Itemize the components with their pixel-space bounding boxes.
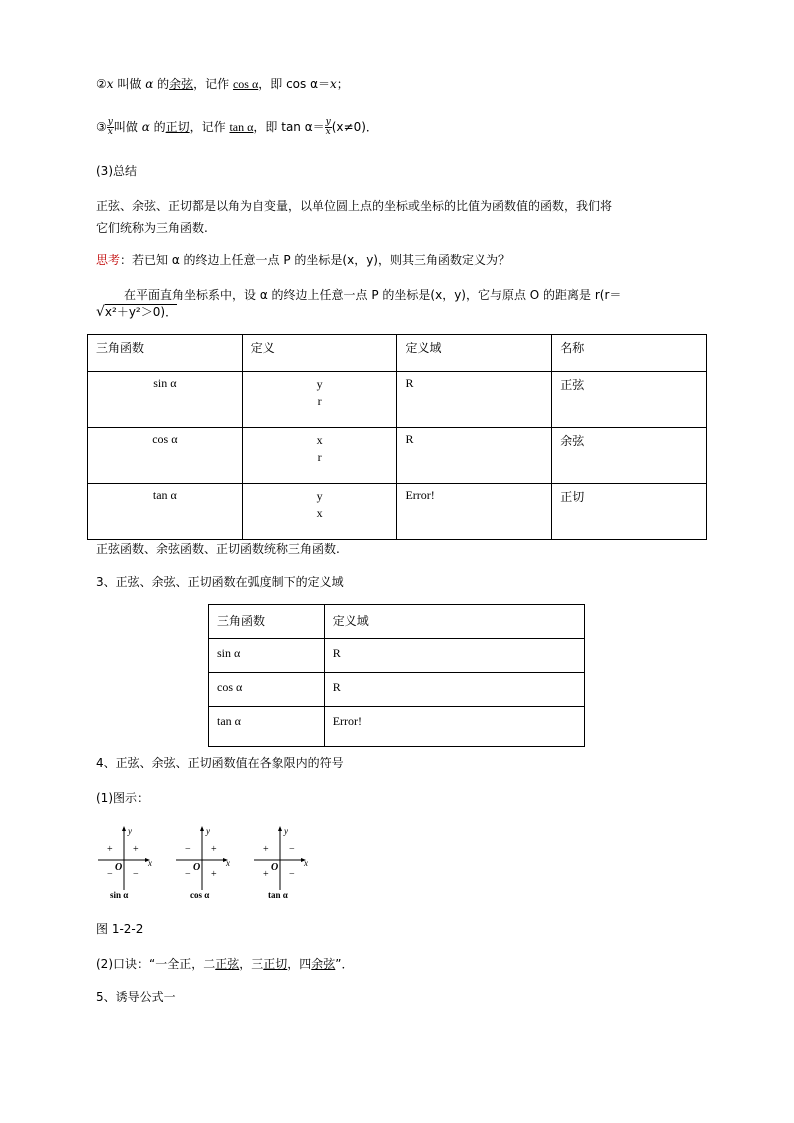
- diagram-caption: cos α: [190, 890, 210, 900]
- origin-label: O: [271, 862, 279, 873]
- name-cell: 正弦: [552, 372, 707, 428]
- header-cell: 三角函数: [88, 335, 243, 372]
- section-4-heading: 4、正弦、余弦、正切函数值在各象限内的符号: [96, 756, 344, 770]
- term-tangent: 正切: [165, 120, 190, 134]
- quadrant-sign-diagrams: [90, 822, 320, 902]
- quadrant-4-sign: −: [289, 869, 295, 880]
- quadrant-1-sign: +: [133, 844, 139, 855]
- y-axis-label: y: [284, 826, 288, 836]
- x-axis-label: x: [304, 858, 308, 868]
- quadrant-1-sign: −: [289, 844, 295, 855]
- func-cell: tan α: [209, 707, 325, 747]
- ratio-cell: y x: [242, 484, 397, 540]
- domain-cell: R: [397, 372, 552, 428]
- cos-notation: cos α: [232, 77, 259, 91]
- func-cell: sin α: [88, 372, 243, 428]
- table-row: [88, 372, 707, 428]
- tan-definition-line: ③ $\frac{y}{x}$ 叫做 α 的正切，记作 tan α，即 tan α＝ $\frac{y}{x}$ (x≠0)．: [96, 117, 378, 137]
- domain-cell: R: [397, 428, 552, 484]
- x-axis-label: x: [148, 858, 152, 868]
- trig-definition-table: [87, 334, 707, 540]
- term-cosine: 余弦: [169, 77, 194, 91]
- section-3-heading: 3、正弦、余弦、正切函数在弧度制下的定义域: [96, 575, 344, 589]
- quadrant-3-sign: +: [263, 869, 269, 880]
- cos-definition-line: ②x 叫做 α 的余弦，记作 cos α，即 cos α＝x；: [96, 77, 349, 91]
- func-cell: tan α: [88, 484, 243, 540]
- domain-cell: R: [324, 673, 584, 707]
- domain-cell: Error!: [324, 707, 584, 747]
- x-axis-label: x: [226, 858, 230, 868]
- figure-caption: 图 1-2-2: [96, 922, 144, 936]
- mnemonic-line: (2)口诀：“一全正，二正弦，三正切，四余弦”．: [96, 957, 354, 971]
- header-cell: 名称: [552, 335, 707, 372]
- quadrant-4-sign: +: [211, 869, 217, 880]
- origin-label: O: [193, 862, 201, 873]
- after-table-note: 正弦函数、余弦函数、正切函数统称三角函数.: [96, 542, 340, 556]
- ratio-cell: y r: [242, 372, 397, 428]
- radian-domain-table: [208, 604, 585, 747]
- quadrant-2-sign: −: [185, 844, 191, 855]
- definition-line2: √x²＋y²＞0)．: [96, 304, 178, 320]
- section-5-heading: 5、诱导公式一: [96, 990, 176, 1004]
- diagram-caption: sin α: [110, 890, 129, 900]
- origin-label: O: [115, 862, 123, 873]
- table-row: [209, 673, 585, 707]
- header-cell: 定义域: [397, 335, 552, 372]
- name-cell: 正切: [552, 484, 707, 540]
- quadrant-3-sign: −: [107, 869, 113, 880]
- domain-cell: Error!: [397, 484, 552, 540]
- header-cell: 定义域: [324, 605, 584, 639]
- table-row: [88, 428, 707, 484]
- header-cell: 定义: [242, 335, 397, 372]
- diagram-caption: tan α: [268, 890, 288, 900]
- quadrant-2-sign: +: [107, 844, 113, 855]
- header-cell: 三角函数: [209, 605, 325, 639]
- definition-line1: 在平面直角坐标系中，设 α 的终边上任意一点 P 的坐标是(x，y)，它与原点 O 的距离是 r(r＝: [124, 288, 622, 302]
- diagram-label: (1)图示：: [96, 791, 149, 805]
- func-cell: sin α: [209, 639, 325, 673]
- fraction-y-over-x: $\frac{y}{x}$: [107, 117, 113, 137]
- ratio-cell: x r: [242, 428, 397, 484]
- table-row: [209, 707, 585, 747]
- summary-paragraph-line1: 正弦、余弦、正切都是以角为自变量，以单位圆上点的坐标或坐标的比值为函数值的函数，我们将: [96, 199, 613, 213]
- summary-heading: (3)总结: [96, 164, 137, 178]
- diagram-cos: [176, 826, 230, 900]
- table-row: [209, 639, 585, 673]
- domain-cell: R: [324, 639, 584, 673]
- table-row: [88, 484, 707, 540]
- y-axis-label: y: [206, 826, 210, 836]
- table-header-row: [209, 605, 585, 639]
- name-cell: 余弦: [552, 428, 707, 484]
- table-header-row: [88, 335, 707, 372]
- quadrant-2-sign: +: [263, 844, 269, 855]
- func-cell: cos α: [88, 428, 243, 484]
- y-axis-label: y: [128, 826, 132, 836]
- diagram-tan: [254, 826, 308, 900]
- tan-notation: tan α: [229, 120, 254, 134]
- diagram-sin: [98, 826, 152, 900]
- quadrant-1-sign: +: [211, 844, 217, 855]
- think-question: 思考：若已知 α 的终边上任意一点 P 的坐标是(x，y)，则其三角函数定义为？: [96, 253, 510, 267]
- summary-paragraph-line2: 它们统称为三角函数.: [96, 221, 208, 235]
- think-label: 思考: [96, 253, 121, 267]
- quadrant-4-sign: −: [133, 869, 139, 880]
- quadrant-3-sign: −: [185, 869, 191, 880]
- func-cell: cos α: [209, 673, 325, 707]
